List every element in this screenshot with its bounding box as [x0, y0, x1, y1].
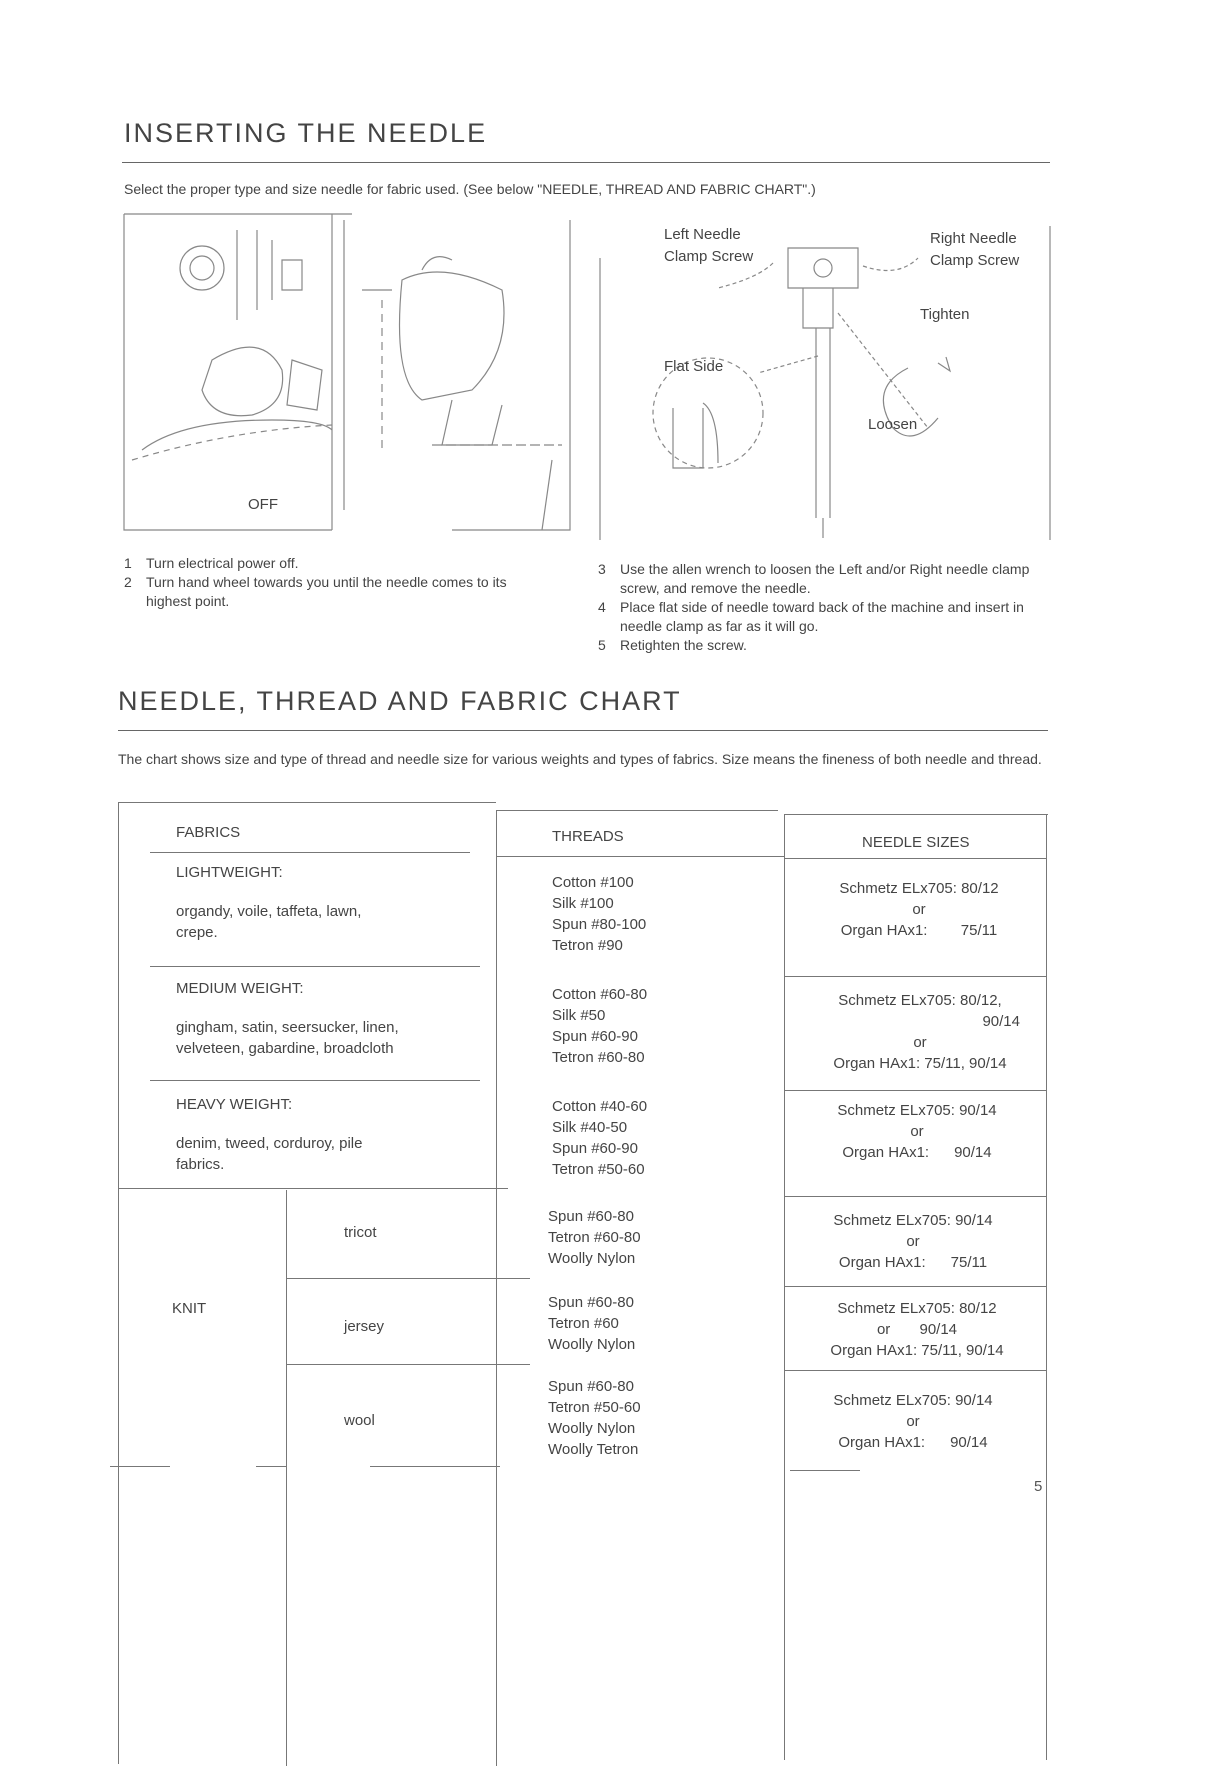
- needle-cell: [808, 1390, 1018, 1453]
- table-col-rule: [1046, 814, 1047, 1760]
- thread-item: Woolly Nylon: [548, 1250, 636, 1267]
- fabric-desc: gingham, satin, seersucker, linen,: [176, 1019, 399, 1036]
- thread-cell: [552, 872, 646, 956]
- thread-cell: [548, 1292, 635, 1355]
- table-row-rule: [150, 966, 480, 967]
- table-top-rule: [118, 802, 496, 803]
- knit-name-tricot: tricot: [344, 1224, 377, 1241]
- thread-item: Spun #60-80: [548, 1294, 634, 1311]
- needle-item: or: [906, 1413, 920, 1430]
- left-clamp-label-1: Left Needle: [664, 226, 741, 243]
- table-row-rule: [286, 1364, 530, 1365]
- loosen-label: Loosen: [868, 416, 918, 433]
- table-bottom-rule: [256, 1466, 286, 1467]
- needle-item: 90/14: [982, 1013, 1020, 1030]
- step-text: Turn hand wheel towards you until the needle comes to its highest point.: [146, 574, 507, 609]
- step-item: [598, 560, 1052, 598]
- tighten-label: Tighten: [920, 306, 970, 323]
- step-text: Retighten the screw.: [620, 637, 747, 653]
- fabric-desc: crepe.: [176, 924, 218, 941]
- knit-col-rule: [286, 1190, 287, 1766]
- section-divider: [122, 162, 1050, 163]
- table-bottom-rule: [110, 1466, 170, 1467]
- chart-intro: The chart shows size and type of thread and needle size for various weights and types of fabrics. Size means the fineness of both needle and thread.: [118, 751, 1042, 767]
- table-top-rule: [784, 814, 1048, 815]
- table-col-rule: [784, 814, 785, 1760]
- step-text: Place flat side of needle toward back of the machine and insert in needle clamp as far as it will go.: [620, 599, 1024, 634]
- needle-item: Organ HAx1: 90/14: [842, 1144, 992, 1161]
- step-number: 2: [124, 574, 132, 590]
- needle-item: or: [912, 901, 926, 918]
- table-header-rule: [496, 856, 784, 857]
- figure-power-off: [122, 210, 572, 540]
- fabric-cell: [176, 978, 476, 1059]
- header-needle-sizes: NEEDLE SIZES: [862, 834, 970, 851]
- table-header-rule: [784, 858, 1046, 859]
- knit-name-jersey: jersey: [344, 1318, 385, 1335]
- needle-cell: [816, 878, 1022, 941]
- left-clamp-label-2: Clamp Screw: [664, 248, 754, 265]
- needle-item: Schmetz ELx705: 80/12: [839, 880, 999, 897]
- thread-item: Tetron #90: [552, 937, 623, 954]
- step-item: [598, 636, 1052, 655]
- needle-cell: [812, 990, 1028, 1074]
- needle-item: or 90/14: [876, 1321, 958, 1338]
- fabric-title: MEDIUM WEIGHT:: [176, 980, 304, 997]
- needle-item: Schmetz ELx705: 90/14: [837, 1102, 997, 1119]
- needle-item: Schmetz ELx705: 80/12: [837, 1300, 997, 1317]
- table-header-rule: [150, 852, 470, 853]
- needle-item: or: [906, 1233, 920, 1250]
- thread-item: Tetron #60-80: [552, 1049, 645, 1066]
- right-clamp-label-1: Right Needle: [930, 230, 1017, 247]
- section-title-inserting-needle: INSERTING THE NEEDLE: [124, 118, 488, 148]
- table-row-rule: [150, 1080, 480, 1081]
- fabric-desc: denim, tweed, corduroy, pile: [176, 1135, 363, 1152]
- header-threads: THREADS: [552, 828, 624, 845]
- machine-illustration: [122, 210, 572, 540]
- fabric-title: HEAVY WEIGHT:: [176, 1096, 293, 1113]
- thread-item: Cotton #60-80: [552, 986, 648, 1003]
- thread-item: Spun #60-80: [548, 1378, 634, 1395]
- needle-cell: [808, 1210, 1018, 1273]
- table-row-rule: [784, 1286, 1046, 1287]
- header-fabrics: FABRICS: [176, 824, 241, 841]
- thread-item: Woolly Nylon: [548, 1420, 636, 1437]
- page-number: 5: [1034, 1478, 1043, 1495]
- thread-item: Spun #80-100: [552, 916, 647, 933]
- thread-item: Silk #50: [552, 1007, 606, 1024]
- step-item: [598, 598, 1052, 636]
- thread-item: Silk #100: [552, 895, 614, 912]
- thread-item: Spun #60-90: [552, 1028, 638, 1045]
- fabric-desc: organdy, voile, taffeta, lawn,: [176, 903, 362, 920]
- needle-item: Schmetz ELx705: 90/14: [833, 1212, 993, 1229]
- fabric-cell: [176, 1094, 476, 1175]
- needle-item: Organ HAx1: 90/14: [838, 1434, 988, 1451]
- table-row-rule: [784, 1196, 1046, 1197]
- table-bottom-rule: [370, 1466, 500, 1467]
- thread-item: Tetron #50-60: [548, 1399, 641, 1416]
- steps-left: [124, 554, 524, 611]
- thread-item: Cotton #100: [552, 874, 634, 891]
- needle-item: or: [910, 1123, 924, 1140]
- needle-item: Organ HAx1: 75/11: [840, 922, 998, 939]
- step-number: 5: [598, 637, 606, 653]
- table-row-rule: [784, 976, 1046, 977]
- thread-item: Tetron #60-80: [548, 1229, 641, 1246]
- step-number: 1: [124, 555, 132, 571]
- needle-item: Schmetz ELx705: 80/12,: [838, 992, 1002, 1009]
- thread-item: Woolly Nylon: [548, 1336, 636, 1353]
- needle-item: Schmetz ELx705: 90/14: [833, 1392, 993, 1409]
- section-title-chart: NEEDLE, THREAD AND FABRIC CHART: [118, 686, 682, 716]
- needle-cell: [812, 1100, 1022, 1163]
- table-row-rule: [784, 1370, 1046, 1371]
- table-col-rule: [118, 802, 119, 1764]
- step-item: [124, 554, 524, 573]
- step-number: 4: [598, 599, 606, 615]
- thread-cell: [552, 984, 647, 1068]
- thread-item: Cotton #40-60: [552, 1098, 648, 1115]
- needle-item: or: [913, 1034, 927, 1051]
- knit-label: KNIT: [172, 1300, 207, 1317]
- table-row-rule: [118, 1188, 508, 1189]
- fabric-desc: velveteen, gabardine, broadcloth: [176, 1040, 394, 1057]
- off-label: OFF: [248, 496, 278, 513]
- thread-item: Tetron #60: [548, 1315, 619, 1332]
- thread-cell: [552, 1096, 647, 1180]
- flat-side-label: Flat Side: [664, 358, 724, 375]
- table-top-rule: [496, 810, 778, 811]
- thread-cell: [548, 1206, 641, 1269]
- step-item: [124, 573, 524, 611]
- fabric-cell: [176, 862, 476, 943]
- table-col-rule: [496, 810, 497, 1766]
- section-intro: Select the proper type and size needle for fabric used. (See below "NEEDLE, THREAD AND FABRIC CHART".): [124, 181, 816, 197]
- thread-item: Spun #60-80: [548, 1208, 634, 1225]
- step-text: Turn electrical power off.: [146, 555, 299, 571]
- knit-name-wool: wool: [344, 1412, 375, 1429]
- step-number: 3: [598, 561, 606, 577]
- needle-item: Organ HAx1: 75/11, 90/14: [830, 1342, 1004, 1359]
- table-row-rule: [286, 1278, 530, 1279]
- thread-item: Silk #40-50: [552, 1119, 628, 1136]
- figure-needle-clamp: [598, 218, 1052, 540]
- fabric-desc: fabrics.: [176, 1156, 225, 1173]
- needle-item: Organ HAx1: 75/11, 90/14: [833, 1055, 1007, 1072]
- thread-item: Spun #60-90: [552, 1140, 638, 1157]
- step-text: Use the allen wrench to loosen the Left and/or Right needle clamp screw, and remove the needle.: [620, 561, 1030, 596]
- table-row-rule: [784, 1090, 1046, 1091]
- thread-item: Tetron #50-60: [552, 1161, 645, 1178]
- section-divider: [118, 730, 1048, 731]
- thread-item: Woolly Tetron: [548, 1441, 639, 1458]
- needle-item: Organ HAx1: 75/11: [838, 1254, 988, 1271]
- fabric-title: LIGHTWEIGHT:: [176, 864, 283, 881]
- needle-cell: [808, 1298, 1026, 1361]
- thread-cell: [548, 1376, 641, 1460]
- steps-right: [598, 560, 1052, 655]
- right-clamp-label-2: Clamp Screw: [930, 252, 1020, 269]
- table-bottom-rule: [790, 1470, 860, 1471]
